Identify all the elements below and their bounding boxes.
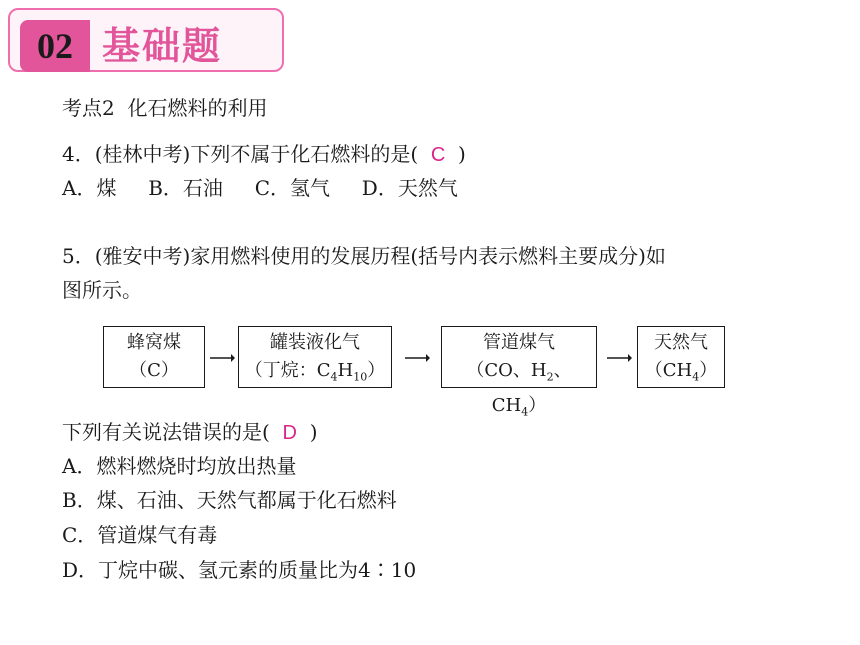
flow-box-pipeline-gas bbox=[441, 326, 597, 419]
topic-heading: 考点2 化石燃料的利用 bbox=[62, 96, 268, 120]
flow-box-name: 天然气 bbox=[654, 332, 708, 353]
flow-arrow-icon bbox=[604, 348, 632, 368]
flow-arrow-icon bbox=[207, 348, 235, 368]
question-4-stem bbox=[62, 140, 466, 169]
q5-option-d: D．丁烷中碳、氢元素的质量比为4∶10 bbox=[62, 558, 417, 582]
q5-option-c: C．管道煤气有毒 bbox=[62, 523, 218, 547]
q4-stem-suffix: ) bbox=[458, 142, 466, 166]
q4-stem-prefix: 4．(桂林中考)下列不属于化石燃料的是( bbox=[62, 142, 419, 166]
q5-prompt-suffix: ) bbox=[309, 420, 318, 444]
q5-prompt-prefix: 下列有关说法错误的是( bbox=[62, 420, 270, 444]
question-5-stem-line2: 图所示。 bbox=[62, 278, 142, 302]
question-5-prompt bbox=[62, 418, 318, 447]
flow-box-formula: （丁烷：$C_4H_{10}$） bbox=[244, 360, 386, 384]
flow-box-name: 管道煤气 bbox=[483, 332, 555, 353]
flow-box-name: 蜂窝煤 bbox=[127, 332, 181, 353]
flow-box-natural-gas bbox=[637, 326, 725, 388]
q5-answer: D bbox=[282, 422, 297, 444]
q5-option-b: B．煤、石油、天然气都属于化石燃料 bbox=[62, 488, 397, 512]
flow-box-name: 罐装液化气 bbox=[270, 332, 360, 353]
flow-box-honeycomb-coal bbox=[103, 326, 205, 388]
q4-answer: C bbox=[430, 144, 446, 166]
flow-arrow-icon bbox=[402, 348, 430, 368]
section-badge bbox=[8, 8, 284, 72]
q5-option-a: A．燃料燃烧时均放出热量 bbox=[62, 454, 297, 478]
flow-box-formula: $(CH_4)$ bbox=[644, 360, 718, 384]
flow-box-formula: （CO、$H_2$、$CH_4$） bbox=[466, 360, 572, 419]
section-number: 02 bbox=[20, 20, 90, 72]
flow-box-formula: （C） bbox=[129, 360, 179, 381]
question-5-stem-line1: 5．(雅安中考)家用燃料使用的发展历程(括号内表示燃料主要成分)如 bbox=[62, 244, 666, 268]
section-title: 基础题 bbox=[102, 23, 223, 68]
question-4-options: A．煤 B．石油 C．氢气 D．天然气 bbox=[62, 176, 458, 200]
flow-box-lpg bbox=[238, 326, 392, 388]
